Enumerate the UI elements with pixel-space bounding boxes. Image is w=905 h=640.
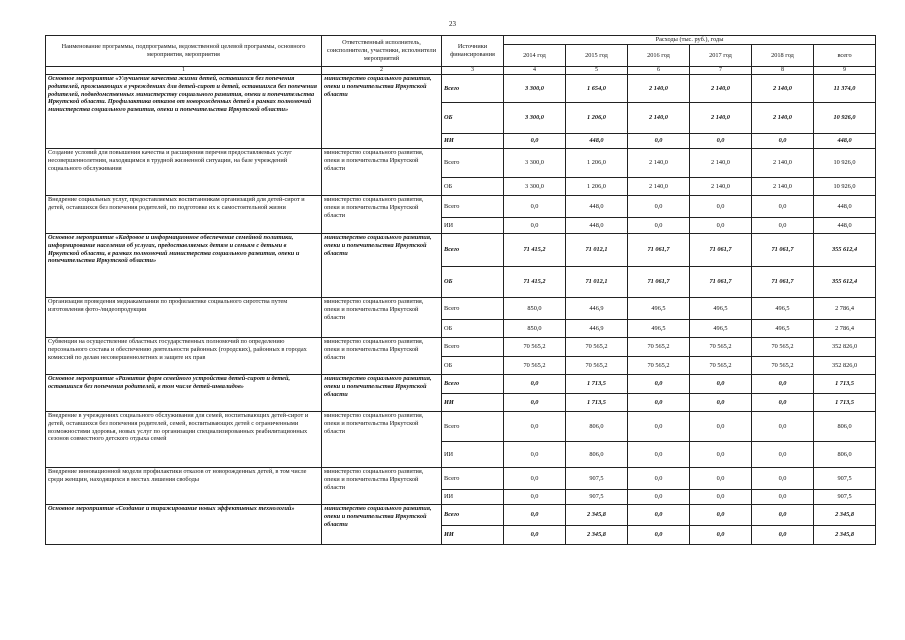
- column-number: 3: [442, 67, 504, 75]
- expense-value: 2 140,0: [628, 178, 690, 196]
- expense-value: 446,9: [566, 320, 628, 338]
- activity-executor: министерство социального развития, опеки и попечительства Иркутской области: [322, 375, 442, 412]
- expenses-table: [45, 35, 876, 545]
- expense-value: 2 140,0: [752, 103, 814, 134]
- expense-total: 2 345,8: [814, 526, 876, 545]
- funding-source: ИИ: [442, 134, 504, 149]
- expense-value: 0,0: [628, 490, 690, 505]
- expense-value: 0,0: [690, 505, 752, 526]
- funding-source: ИИ: [442, 490, 504, 505]
- header-sources: Источники финансирования: [442, 36, 504, 67]
- expense-total: 448,0: [814, 218, 876, 234]
- expense-value: 2 140,0: [690, 75, 752, 103]
- expense-value: 71 061,7: [752, 267, 814, 298]
- expense-value: 0,0: [690, 442, 752, 468]
- funding-source: ОБ: [442, 357, 504, 375]
- expense-value: 0,0: [690, 375, 752, 394]
- expense-value: 1 713,5: [566, 394, 628, 412]
- expense-value: 2 140,0: [690, 149, 752, 178]
- expense-value: 71 415,2: [504, 234, 566, 267]
- expense-value: 3 300,0: [504, 75, 566, 103]
- expense-value: 446,9: [566, 298, 628, 320]
- funding-source: Всего: [442, 234, 504, 267]
- funding-source: ИИ: [442, 442, 504, 468]
- expense-value: 0,0: [752, 196, 814, 218]
- expense-value: 448,0: [566, 134, 628, 149]
- table-row: [46, 196, 876, 218]
- expense-value: 0,0: [628, 505, 690, 526]
- page-number: 23: [449, 20, 456, 28]
- column-number: 2: [322, 67, 442, 75]
- expense-value: 2 140,0: [690, 178, 752, 196]
- header-name: Наименование программы, подпрограммы, ведомственной целевой программы, основного мероприятия, мероприятия: [46, 36, 322, 67]
- expense-value: 0,0: [504, 218, 566, 234]
- expense-total: 907,5: [814, 468, 876, 490]
- expense-value: 70 565,2: [566, 357, 628, 375]
- funding-source: Всего: [442, 375, 504, 394]
- header-expenses: Расходы (тыс. руб.), годы: [504, 36, 876, 45]
- expense-value: 0,0: [504, 442, 566, 468]
- expense-value: 0,0: [504, 196, 566, 218]
- activity-name: Создание условий для повышения качества и расширения перечня предоставляемых услуг несовершеннолетним, находящимся в трудной жизненной ситуации, на базе учреждений социального обслуживания: [46, 149, 322, 196]
- table-row: [46, 234, 876, 267]
- expense-value: 907,5: [566, 490, 628, 505]
- expense-value: 71 012,1: [566, 234, 628, 267]
- expense-value: 0,0: [690, 468, 752, 490]
- expense-value: 2 140,0: [628, 149, 690, 178]
- expense-total: 2 345,8: [814, 505, 876, 526]
- expense-value: 71 061,7: [628, 234, 690, 267]
- table-row: [46, 375, 876, 394]
- header-executor: Ответственный исполнитель, соисполнители, участники, исполнители мероприятий: [322, 36, 442, 67]
- expense-value: 0,0: [504, 468, 566, 490]
- table-row: [46, 505, 876, 526]
- expense-total: 10 926,0: [814, 149, 876, 178]
- expense-value: 2 140,0: [752, 149, 814, 178]
- expense-value: 0,0: [504, 375, 566, 394]
- expense-value: 2 345,8: [566, 505, 628, 526]
- expense-value: 496,5: [752, 320, 814, 338]
- column-number: 9: [814, 67, 876, 75]
- table-body: [46, 75, 876, 545]
- funding-source: ИИ: [442, 394, 504, 412]
- header-total: всего: [814, 45, 876, 67]
- expense-total: 2 786,4: [814, 320, 876, 338]
- expense-value: 0,0: [628, 394, 690, 412]
- funding-source: ИИ: [442, 526, 504, 545]
- expense-total: 11 374,0: [814, 75, 876, 103]
- table-row: [46, 149, 876, 178]
- expense-value: 71 061,7: [752, 234, 814, 267]
- expense-value: 1 206,0: [566, 103, 628, 134]
- activity-executor: министерство социального развития, опеки и попечительства Иркутской области: [322, 468, 442, 505]
- expense-value: 448,0: [566, 218, 628, 234]
- expense-value: 496,5: [628, 320, 690, 338]
- funding-source: Всего: [442, 412, 504, 442]
- expense-value: 496,5: [690, 298, 752, 320]
- expense-value: 806,0: [566, 412, 628, 442]
- expense-value: 70 565,2: [628, 357, 690, 375]
- activity-executor: министерство социального развития, опеки и попечительства Иркутской области: [322, 196, 442, 234]
- expense-value: 3 300,0: [504, 178, 566, 196]
- activity-name: Внедрение социальных услуг, предоставляемых воспитанникам организаций для детей-сирот и детей, оставшихся без попечения родителей, по подготовке их к самостоятельной жизни: [46, 196, 322, 234]
- expense-value: 3 300,0: [504, 103, 566, 134]
- expense-value: 0,0: [628, 412, 690, 442]
- funding-source: Всего: [442, 468, 504, 490]
- expense-value: 70 565,2: [752, 338, 814, 357]
- expense-value: 70 565,2: [628, 338, 690, 357]
- funding-source: ОБ: [442, 267, 504, 298]
- expense-value: 907,5: [566, 468, 628, 490]
- expense-value: 0,0: [690, 196, 752, 218]
- header-year: 2016 год: [628, 45, 690, 67]
- expense-value: 71 061,7: [690, 267, 752, 298]
- expense-value: 496,5: [752, 298, 814, 320]
- expense-total: 806,0: [814, 412, 876, 442]
- expense-value: 0,0: [752, 218, 814, 234]
- funding-source: Всего: [442, 196, 504, 218]
- expense-value: 0,0: [690, 412, 752, 442]
- expense-total: 352 826,0: [814, 338, 876, 357]
- expense-value: 70 565,2: [504, 338, 566, 357]
- funding-source: Всего: [442, 338, 504, 357]
- activity-executor: министерство социального развития, опеки и попечительства Иркутской области: [322, 298, 442, 338]
- expense-value: 0,0: [504, 490, 566, 505]
- expense-value: 850,0: [504, 320, 566, 338]
- expense-value: 0,0: [690, 394, 752, 412]
- expense-value: 0,0: [504, 505, 566, 526]
- expense-value: 0,0: [752, 375, 814, 394]
- funding-source: ИИ: [442, 218, 504, 234]
- expense-value: 1 713,5: [566, 375, 628, 394]
- table-row: [46, 338, 876, 357]
- expense-total: 355 612,4: [814, 234, 876, 267]
- column-number: 7: [690, 67, 752, 75]
- table-row: [46, 298, 876, 320]
- activity-executor: министерство социального развития, опеки и попечительства Иркутской области: [322, 149, 442, 196]
- expense-value: 0,0: [504, 134, 566, 149]
- activity-name: Основное мероприятие «Кадровое и информационное обеспечение семейной политики, информирование населения об услугах, предоставляемых детям и семьям с детьми в Иркутской области, в рамках полномочий министерства социального развития, опеки и попечительства Иркутской области»: [46, 234, 322, 298]
- expense-value: 70 565,2: [690, 338, 752, 357]
- expense-value: 496,5: [628, 298, 690, 320]
- expense-value: 0,0: [628, 468, 690, 490]
- table-row: [46, 412, 876, 442]
- header-year: 2017 год: [690, 45, 752, 67]
- expense-total: 1 713,5: [814, 375, 876, 394]
- column-number: 5: [566, 67, 628, 75]
- activity-executor: министерство социального развития, опеки и попечительства Иркутской области: [322, 75, 442, 149]
- expense-value: 0,0: [752, 394, 814, 412]
- funding-source: ОБ: [442, 320, 504, 338]
- expense-value: 3 300,0: [504, 149, 566, 178]
- expense-value: 0,0: [628, 526, 690, 545]
- expense-value: 70 565,2: [690, 357, 752, 375]
- header-year: 2015 год: [566, 45, 628, 67]
- expense-value: 0,0: [752, 468, 814, 490]
- activity-name: Основное мероприятие «Улучшение качества жизни детей, оставшихся без попечения родителей, проживающих в учреждениях для детей-сирот и детей, оставшихся без попечения родителей, подведомственных министерству социального развития, опеки и попечительства Иркутской области. Профилактика отказов от новорожденных детей в рамках полномочий министерства социального развития, опеки и попечительства Иркутской области»: [46, 75, 322, 149]
- header-year: 2014 год: [504, 45, 566, 67]
- expense-value: 0,0: [752, 412, 814, 442]
- activity-name: Субвенция на осуществление областных государственных полномочий по определению персонального состава и обеспечению деятельности районных (городских), районных в городах комиссий по делам несовершеннолетних и защите их прав: [46, 338, 322, 375]
- column-numbers-row: [46, 67, 876, 75]
- expense-value: 806,0: [566, 442, 628, 468]
- activity-name: Организация проведения медиакампании по профилактике социального сиротства путем изготовления фото-/видеопродукции: [46, 298, 322, 338]
- funding-source: ОБ: [442, 178, 504, 196]
- expense-total: 10 926,0: [814, 103, 876, 134]
- expense-value: 2 140,0: [628, 103, 690, 134]
- expense-value: 0,0: [628, 442, 690, 468]
- expense-value: 0,0: [752, 134, 814, 149]
- funding-source: Всего: [442, 505, 504, 526]
- header-year: 2018 год: [752, 45, 814, 67]
- expense-value: 0,0: [504, 412, 566, 442]
- expense-total: 448,0: [814, 196, 876, 218]
- expense-value: 496,5: [690, 320, 752, 338]
- expense-total: 907,5: [814, 490, 876, 505]
- activity-executor: министерство социального развития, опеки и попечительства Иркутской области: [322, 412, 442, 468]
- activity-name: Внедрение инновационной модели профилактики отказов от новорожденных детей, в том числе среди женщин, находящихся в местах лишения свободы: [46, 468, 322, 505]
- expense-value: 71 415,2: [504, 267, 566, 298]
- expense-value: 0,0: [752, 442, 814, 468]
- expense-value: 2 140,0: [690, 103, 752, 134]
- column-number: 1: [46, 67, 322, 75]
- expense-value: 0,0: [504, 526, 566, 545]
- expense-total: 2 786,4: [814, 298, 876, 320]
- expense-value: 2 345,8: [566, 526, 628, 545]
- expense-value: 0,0: [628, 196, 690, 218]
- expense-value: 70 565,2: [566, 338, 628, 357]
- expense-value: 70 565,2: [752, 357, 814, 375]
- expense-value: 0,0: [752, 490, 814, 505]
- expense-value: 70 565,2: [504, 357, 566, 375]
- expense-value: 71 061,7: [690, 234, 752, 267]
- funding-source: Всего: [442, 75, 504, 103]
- expense-value: 2 140,0: [628, 75, 690, 103]
- expense-value: 0,0: [690, 490, 752, 505]
- expense-value: 1 206,0: [566, 178, 628, 196]
- expense-value: 850,0: [504, 298, 566, 320]
- expense-value: 0,0: [628, 218, 690, 234]
- funding-source: ОБ: [442, 103, 504, 134]
- expense-value: 2 140,0: [752, 178, 814, 196]
- expense-value: 0,0: [628, 375, 690, 394]
- table-row: [46, 468, 876, 490]
- activity-executor: министерство социального развития, опеки и попечительства Иркутской области: [322, 505, 442, 545]
- expense-value: 0,0: [628, 134, 690, 149]
- funding-source: Всего: [442, 149, 504, 178]
- expense-total: 1 713,5: [814, 394, 876, 412]
- column-number: 6: [628, 67, 690, 75]
- expense-value: 0,0: [690, 134, 752, 149]
- expense-total: 352 826,0: [814, 357, 876, 375]
- table-row: [46, 75, 876, 103]
- expense-value: 448,0: [566, 196, 628, 218]
- column-number: 8: [752, 67, 814, 75]
- expense-value: 0,0: [690, 526, 752, 545]
- expense-total: 10 926,0: [814, 178, 876, 196]
- expense-value: 1 654,0: [566, 75, 628, 103]
- expense-value: 71 061,7: [628, 267, 690, 298]
- activity-executor: министерство социального развития, опеки и попечительства Иркутской области: [322, 338, 442, 375]
- expense-value: 0,0: [690, 218, 752, 234]
- expense-value: 0,0: [752, 505, 814, 526]
- activity-executor: министерство социального развития, опеки и попечительства Иркутской области: [322, 234, 442, 298]
- expense-value: 71 012,1: [566, 267, 628, 298]
- expense-total: 448,0: [814, 134, 876, 149]
- activity-name: Основное мероприятие «Создание и тиражирование новых эффективных технологий»: [46, 505, 322, 545]
- expense-value: 2 140,0: [752, 75, 814, 103]
- expense-value: 0,0: [752, 526, 814, 545]
- expense-total: 355 612,4: [814, 267, 876, 298]
- expense-total: 806,0: [814, 442, 876, 468]
- funding-source: Всего: [442, 298, 504, 320]
- expense-value: 1 206,0: [566, 149, 628, 178]
- activity-name: Основное мероприятие «Развитие форм семейного устройства детей-сирот и детей, оставшихся без попечения родителей, в том числе детей-инвалидов»: [46, 375, 322, 412]
- expense-value: 0,0: [504, 394, 566, 412]
- column-number: 4: [504, 67, 566, 75]
- activity-name: Внедрение в учреждениях социального обслуживания для семей, воспитывающих детей-сирот и детей, оставшихся без попечения родителей, семей, воспитывающих детей с ограниченными возможностями здоровья, новых услуг по организации специализированных реабилитационных сезонов совместного детского отдыха семей: [46, 412, 322, 468]
